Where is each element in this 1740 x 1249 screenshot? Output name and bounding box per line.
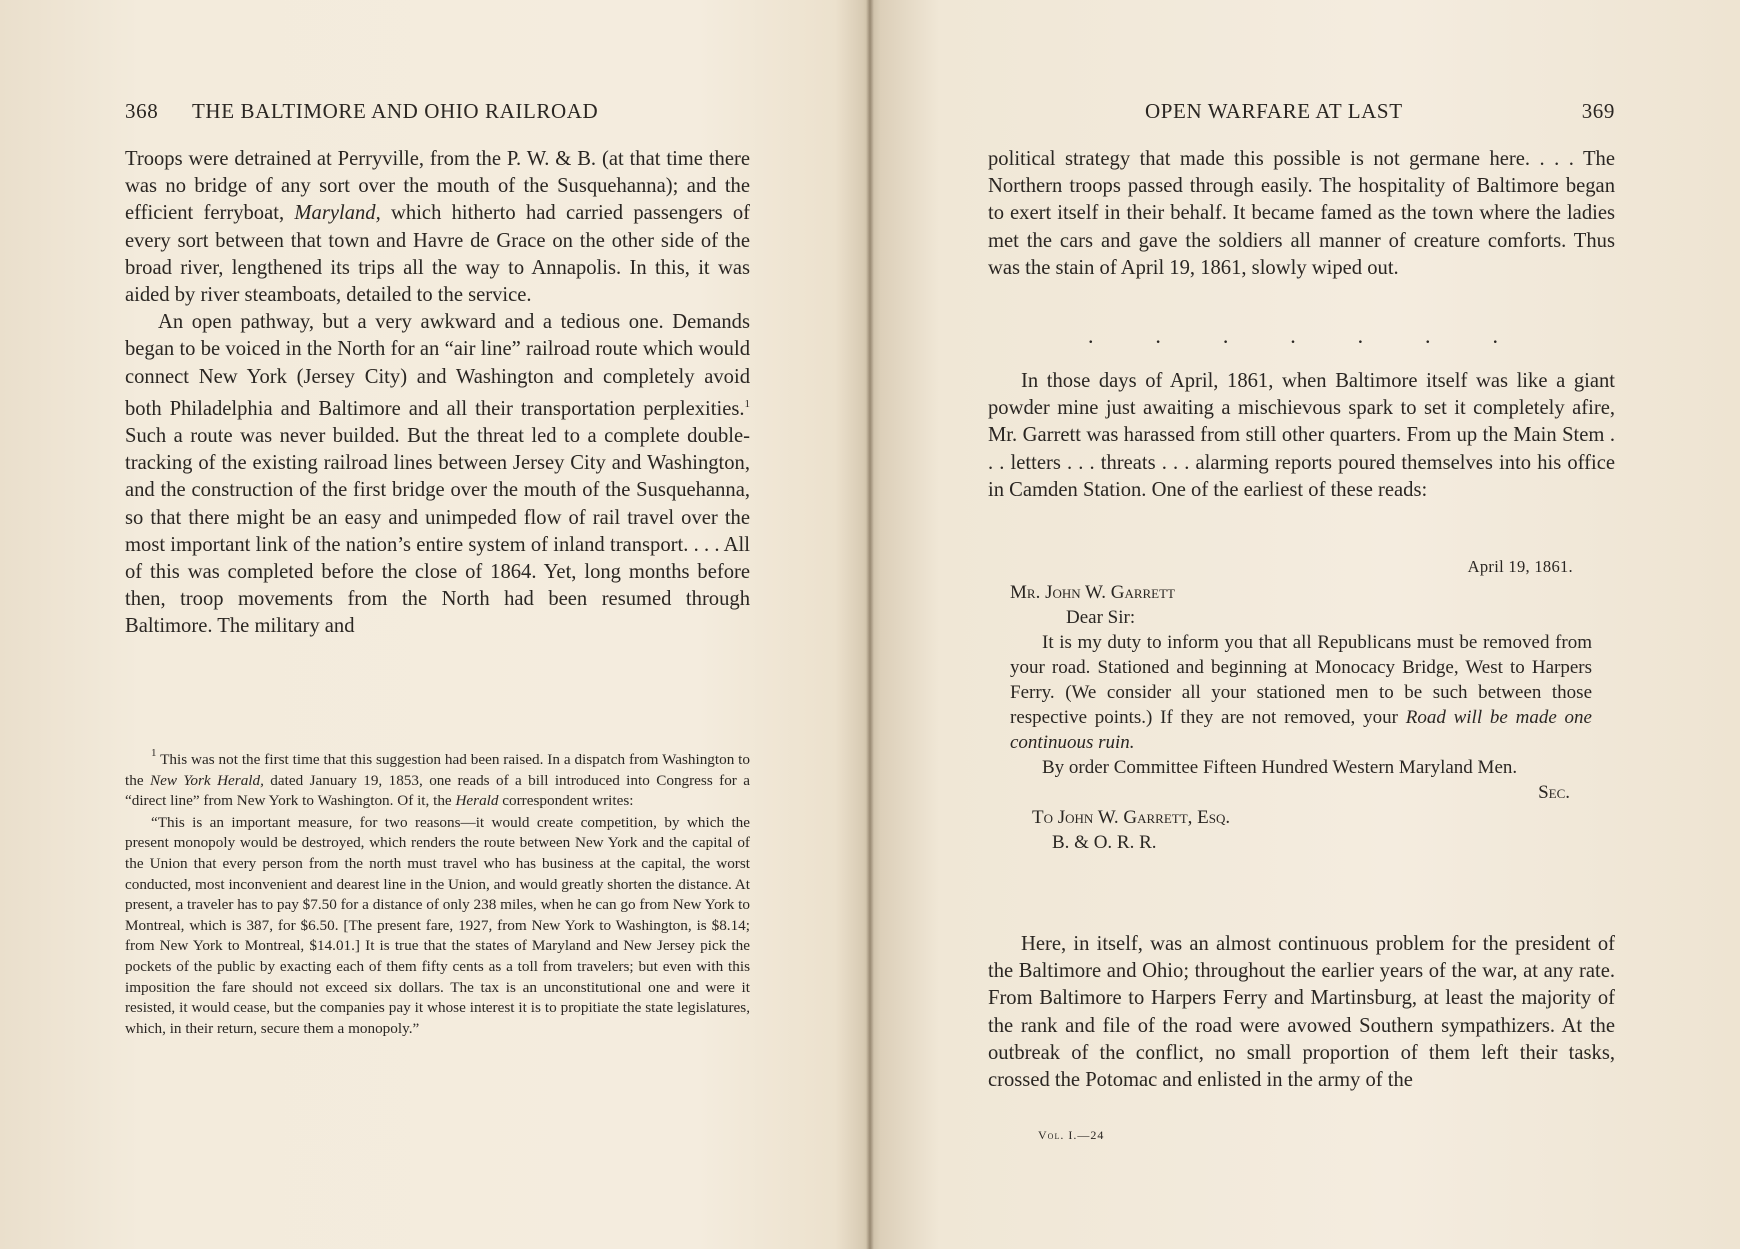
right-page xyxy=(988,0,1615,1249)
section-break-dots xyxy=(1088,323,1498,349)
footnote-marker: 1 xyxy=(151,747,157,759)
letter-threat-italic: Road will be made one continuous ruin. xyxy=(1010,707,1592,753)
right-running-title: OPEN WARFARE AT LAST xyxy=(1145,99,1403,123)
footnote-quote: “This is an important measure, for two reasons—it would create competition, by which the present monopoly would be destroyed, which renders the route between New York and the capital of the Union that every person from the north must travel who has business at the capital, the worst conducted, most inconvenient and dearest line in the Union, and would greatly shorten the distance. At present, a traveler has to pay $7.50 for a distance of only 238 miles, when he can go from New York to Montreal, which is 387, for $6.50. [The present fare, 1927, from New York to Washington, is $8.14; from New York to Montreal, $14.01.] It is true that the states of Maryland and New Jersey pick the pockets of the public by exacting each of them fifty cents as a toll from travelers; but even with this imposition the fare should not exceed six dollars. The tax is an unconstitutional one and were it resisted, it would cease, but the companies pay it whose interest it is to propitiate the state legislatures, which, in their return, secure them a monopoly.” xyxy=(125,813,750,1037)
left-page xyxy=(125,0,750,1249)
right-paragraph-2: In those days of April, 1861, when Baltimore itself was like a giant powder mine just awaiting a mischievous spark to set it completely afire, Mr. Garrett was harassed from still other quarters. From up the Main Stem . . . letters . . . threats . . . alarming reports poured themselves into his office in Camden Station. One of the earliest of these reads: xyxy=(988,370,1615,501)
letter-signed-by: By order Committee Fifteen Hundred Western Maryland Men. xyxy=(1042,757,1518,778)
letter-to-org: B. & O. R. R. xyxy=(1052,832,1157,853)
left-p2-text-a: An open pathway, but a very awkward and a tedious one. Demands began to be voiced in the North for an “air line” railroad route which would connect New York (Jersey City) and Washington and completely avoid both Philadelphia and Baltimore and all their transportation perplexities. xyxy=(125,311,750,420)
left-body-text xyxy=(125,146,750,641)
footnote-herald: Herald xyxy=(455,792,499,810)
right-paragraph-3: Here, in itself, was an almost continuous problem for the president of the Baltimore and Ohio; throughout the earlier years of the war, at any rate. From Baltimore to Harpers Ferry and Martinsburg, at least the majority of the rank and file of the road were avowed Southern sympathizers. At the outbreak of the conflict, no small proportion of them left their tasks, crossed the Potomac and enlisted in the army of the xyxy=(988,933,1615,1092)
dot: . xyxy=(1492,323,1498,348)
letter-to-line: To John W. Garrett, Esq. xyxy=(1032,807,1231,828)
letter-sec: Sec. xyxy=(1538,782,1570,803)
dot: . xyxy=(1222,323,1229,348)
dot: . xyxy=(1155,323,1161,348)
left-p1-text-a: Troops were detrained at Perryville, from the P. W. & B. (at that time there was no bridge of any sort over the mouth of the Susquehanna); and the efficient ferryboat, xyxy=(125,148,750,225)
left-running-title: THE BALTIMORE AND OHIO RAILROAD xyxy=(192,99,599,123)
right-page-number: 369 xyxy=(1581,99,1615,123)
footnote-text-c: correspondent writes: xyxy=(498,792,634,810)
left-paragraph-1 xyxy=(125,146,750,309)
right-body-text-bottom xyxy=(988,931,1615,1094)
right-paragraph-1: political strategy that made this possible is not germane here. . . . The Northern troops passed through easily. The hospitality of Baltimore began to exert itself in their behalf. It became famed as the town where the ladies met the cars and gave the soldiers all manner of creature comforts. Thus was the stain of April 19, 1861, slowly wiped out. xyxy=(988,148,1615,279)
dot: . xyxy=(1290,323,1296,348)
right-body-text-top xyxy=(988,146,1615,282)
left-page-number: 368 xyxy=(125,99,159,123)
left-p2-text-b: Such a route was never builded. But the threat led to a complete double-tracking of the existing railroad lines between Jersey City and Washington, and the construction of the first bridge over the mouth of the Susquehanna, so that there might be an easy and unimpeded flow of rail travel over the most important link of the nation’s entire system of inland transport. . . . All of this was completed before the close of 1864. Yet, long months before then, troop movements from the North had been resumed through Baltimore. The military and xyxy=(125,425,750,638)
footnote-reference[interactable]: 1 xyxy=(744,397,750,410)
left-paragraph-2 xyxy=(125,309,750,640)
footnote-text-a: This was not the first time that this suggestion had been raised. In a dispatch from Washington to the xyxy=(125,751,750,789)
letter-salutation: Dear Sir: xyxy=(1066,607,1136,628)
ferryboat-name: Maryland, xyxy=(294,202,381,225)
footnote-newspaper: New York Herald, xyxy=(149,771,264,789)
book-gutter xyxy=(866,0,874,1249)
dot: . xyxy=(1425,323,1431,348)
threat-letter xyxy=(1010,580,1592,855)
letter-addressee: Mr. John W. Garrett xyxy=(1010,582,1175,603)
right-body-text-middle xyxy=(988,368,1615,504)
footnote-text-b: dated January 19, 1853, one reads of a bill introduced into Congress for a “direct line” from New York to Washington. Of it, the xyxy=(125,771,751,810)
signature-mark: Vol. I.—24 xyxy=(1038,1128,1105,1142)
left-p1-text-b: which hitherto had carried passengers of every sort between that town and Havre de Grace on the other side of the broad river, lengthened its trips all the way to Annapolis. In this, it was aided by river steamboats, detailed to the service. xyxy=(125,202,751,307)
dot: . xyxy=(1088,323,1094,348)
letter-body-text: It is my duty to inform you that all Republicans must be removed from your road. Stationed and beginning at Monocacy Bridge, West to Harpers Ferry. (We consider all your stationed men to be such between those respective points.) If they are not removed, your xyxy=(1010,632,1592,728)
letter-date: April 19, 1861. xyxy=(1467,557,1573,576)
footnote xyxy=(125,743,750,1039)
footnote-intro xyxy=(125,743,750,812)
dot: . xyxy=(1357,323,1364,348)
letter-body xyxy=(1010,630,1592,755)
